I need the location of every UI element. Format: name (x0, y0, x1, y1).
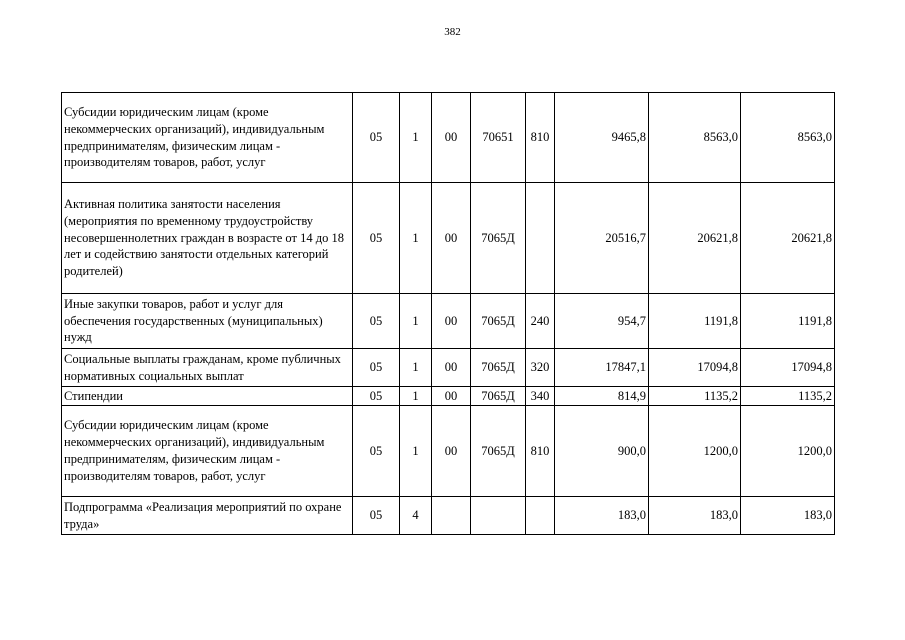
section-code: 05 (353, 349, 400, 387)
value-year-1: 900,0 (555, 406, 649, 497)
table-row (62, 183, 835, 294)
program-code: 1 (400, 183, 432, 294)
section-code: 05 (353, 497, 400, 535)
expense-type (526, 183, 555, 294)
value-year-1: 20516,7 (555, 183, 649, 294)
value-year-1: 814,9 (555, 387, 649, 406)
subprogram-code: 00 (432, 387, 471, 406)
program-code: 4 (400, 497, 432, 535)
table-row (62, 497, 835, 535)
program-code: 1 (400, 93, 432, 183)
target-code: 7065Д (471, 349, 526, 387)
value-year-2: 1135,2 (649, 387, 741, 406)
value-year-2: 183,0 (649, 497, 741, 535)
program-code: 1 (400, 387, 432, 406)
subprogram-code (432, 497, 471, 535)
value-year-1: 9465,8 (555, 93, 649, 183)
table-row (62, 406, 835, 497)
row-name: Субсидии юридическим лицам (кроме некоммерческих организаций), индивидуальным предпринимателям, физическим лицам - производителям товаров, работ, услуг (62, 93, 353, 183)
section-code: 05 (353, 406, 400, 497)
table-row (62, 294, 835, 349)
value-year-3: 1135,2 (741, 387, 835, 406)
value-year-2: 20621,8 (649, 183, 741, 294)
target-code (471, 497, 526, 535)
value-year-3: 20621,8 (741, 183, 835, 294)
value-year-2: 8563,0 (649, 93, 741, 183)
program-code: 1 (400, 349, 432, 387)
expense-type: 240 (526, 294, 555, 349)
table-row (62, 387, 835, 406)
row-name: Иные закупки товаров, работ и услуг для обеспечения государственных (муниципальных) нужд (62, 294, 353, 349)
row-name: Социальные выплаты гражданам, кроме публичных нормативных социальных выплат (62, 349, 353, 387)
subprogram-code: 00 (432, 406, 471, 497)
expense-type: 810 (526, 406, 555, 497)
page-number: 382 (444, 26, 461, 38)
row-name: Субсидии юридическим лицам (кроме некоммерческих организаций), индивидуальным предпринимателям, физическим лицам - производителям товаров, работ, услуг (62, 406, 353, 497)
target-code: 70651 (471, 93, 526, 183)
value-year-2: 1191,8 (649, 294, 741, 349)
program-code: 1 (400, 294, 432, 349)
expense-type (526, 497, 555, 535)
value-year-3: 1191,8 (741, 294, 835, 349)
table-row (62, 93, 835, 183)
row-name: Стипендии (62, 387, 353, 406)
expense-type: 340 (526, 387, 555, 406)
value-year-3: 17094,8 (741, 349, 835, 387)
value-year-3: 8563,0 (741, 93, 835, 183)
target-code: 7065Д (471, 406, 526, 497)
value-year-3: 183,0 (741, 497, 835, 535)
subprogram-code: 00 (432, 93, 471, 183)
row-name: Подпрограмма «Реализация мероприятий по охране труда» (62, 497, 353, 535)
target-code: 7065Д (471, 183, 526, 294)
value-year-1: 183,0 (555, 497, 649, 535)
target-code: 7065Д (471, 294, 526, 349)
section-code: 05 (353, 387, 400, 406)
budget-table (61, 92, 835, 535)
expense-type: 320 (526, 349, 555, 387)
section-code: 05 (353, 294, 400, 349)
section-code: 05 (353, 183, 400, 294)
target-code: 7065Д (471, 387, 526, 406)
section-code: 05 (353, 93, 400, 183)
table-row (62, 349, 835, 387)
value-year-1: 954,7 (555, 294, 649, 349)
subprogram-code: 00 (432, 183, 471, 294)
subprogram-code: 00 (432, 294, 471, 349)
expense-type: 810 (526, 93, 555, 183)
value-year-2: 1200,0 (649, 406, 741, 497)
row-name: Активная политика занятости населения (мероприятия по временному трудоустройству несовершеннолетних граждан в возрасте от 14 до 18 лет и содействию занятости отдельных категорий родителей) (62, 183, 353, 294)
value-year-1: 17847,1 (555, 349, 649, 387)
value-year-2: 17094,8 (649, 349, 741, 387)
subprogram-code: 00 (432, 349, 471, 387)
value-year-3: 1200,0 (741, 406, 835, 497)
program-code: 1 (400, 406, 432, 497)
